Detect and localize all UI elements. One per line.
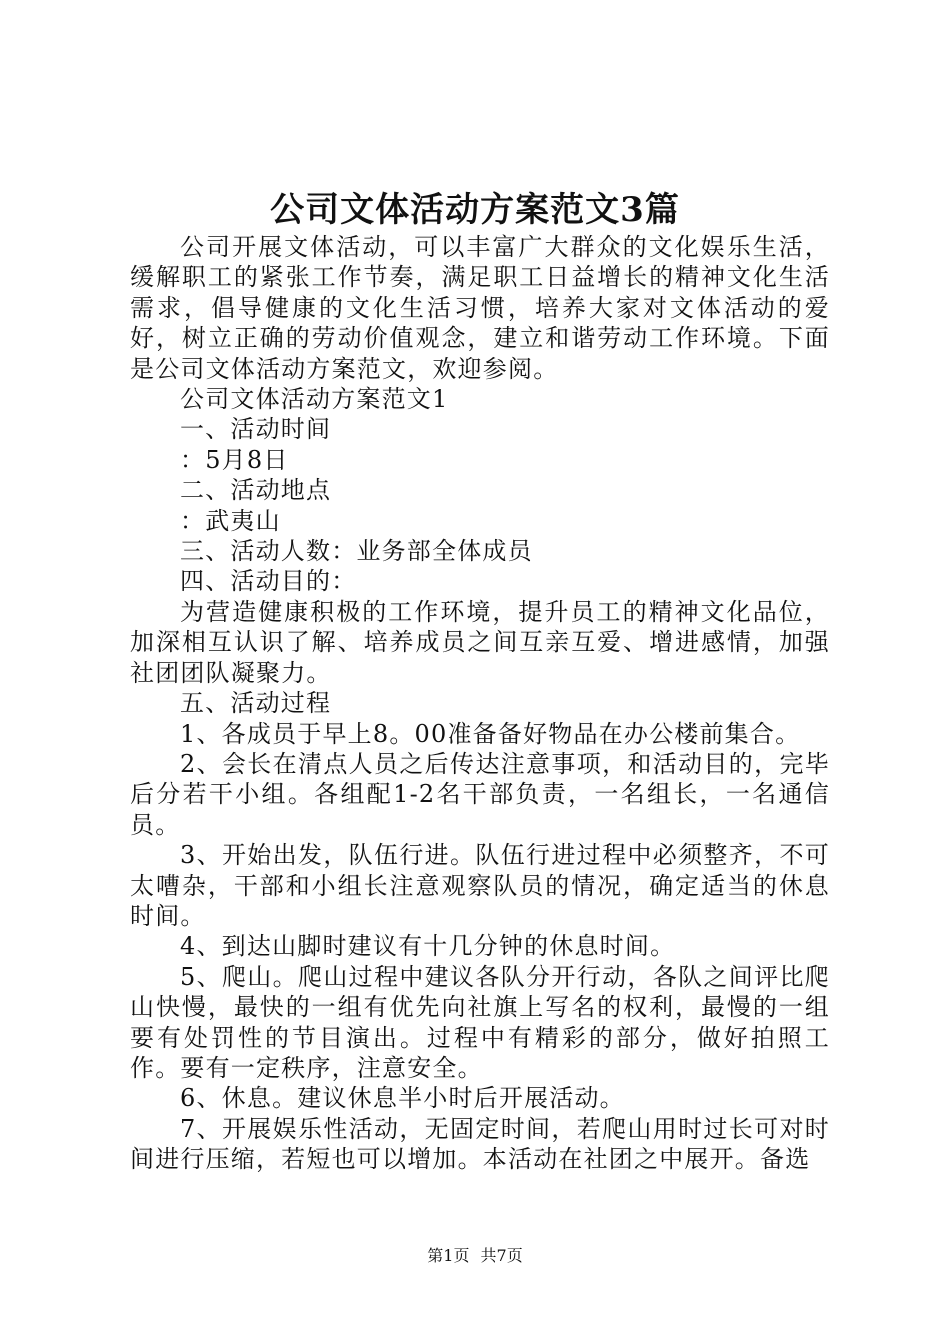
paragraph: 公司文体活动方案范文1 [180,385,449,414]
page-total: 共7页 [480,1246,523,1265]
paragraph: ：5月8日 [180,445,289,474]
document-title: 公司文体活动方案范文3篇 [270,190,680,230]
paragraph: 一、活动时间 [180,415,332,444]
paragraph: 4、到达山脚时建议有十几分钟的休息时间。 [180,932,676,961]
paragraph: 6、休息。建议休息半小时后开展活动。 [180,1084,625,1113]
paragraph: 1、各成员于早上8。00准备备好物品在办公楼前集合。 [180,719,801,748]
paragraph: 7、开展娱乐性活动，无固定时间，若爬山用时过长可对时间进行压缩，若短也可以增加。本活动在社团之中展开。备选 [130,1114,830,1174]
page-footer [0,1244,950,1268]
paragraph: 2、会长在清点人员之后传达注意事项，和活动目的，完毕后分若干小组。各组配1-2名干部负责，一名组长，一名通信员。 [130,749,830,839]
paragraph: 五、活动过程 [180,689,332,718]
paragraph: 二、活动地点 [180,476,332,505]
paragraph: 5、爬山。爬山过程中建议各队分开行动，各队之间评比爬山快慢，最快的一组有优先向社旗上写名的权利，最慢的一组要有处罚性的节目演出。过程中有精彩的部分，做好拍照工作。要有一定秩序，注意安全。 [130,962,830,1082]
paragraph: ：武夷山 [180,506,281,535]
paragraph: 公司开展文体活动，可以丰富广大群众的文化娱乐生活，缓解职工的紧张工作节奏，满足职工日益增长的精神文化生活需求，倡导健康的文化生活习惯，培养大家对文体活动的爱好，树立正确的劳动价值观念，建立和谐劳动工作环境。下面是公司文体活动方案范文，欢迎参阅。 [130,233,830,383]
paragraph: 3、开始出发，队伍行进。队伍行进过程中必须整齐，不可太嘈杂，干部和小组长注意观察队员的情况，确定适当的休息时间。 [130,841,830,930]
page-number: 第1页 [427,1246,470,1265]
paragraph: 为营造健康积极的工作环境，提升员工的精神文化品位，加深相互认识了解、培养成员之间互亲互爱、增进感情，加强社团团队凝聚力。 [130,597,830,687]
paragraph: 三、活动人数：业务部全体成员 [180,537,533,566]
paragraph: 四、活动目的： [180,567,357,596]
document-body [130,232,830,1175]
